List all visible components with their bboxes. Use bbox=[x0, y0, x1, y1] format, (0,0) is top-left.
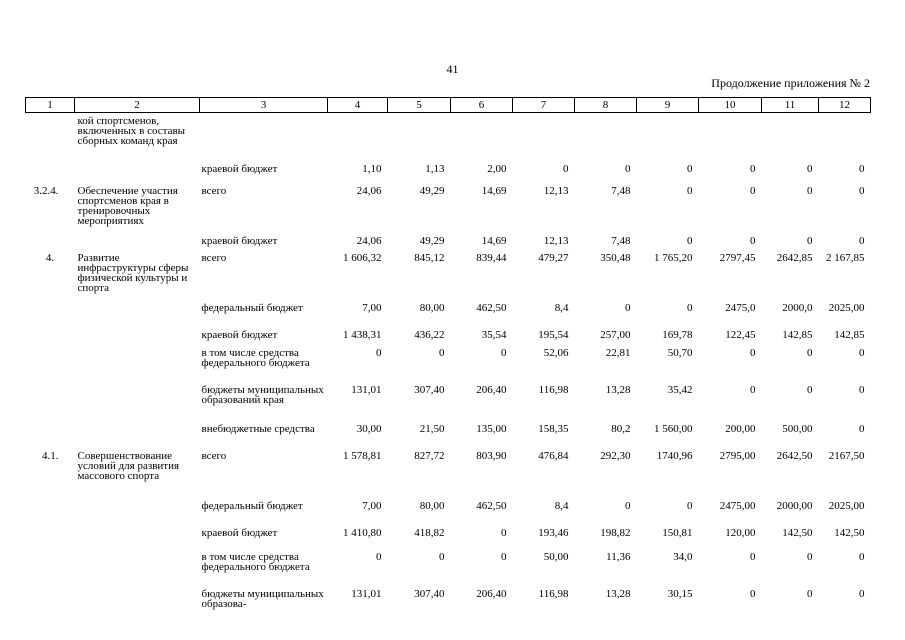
value-cell: 2025,00 bbox=[828, 499, 865, 512]
row-code bbox=[26, 382, 75, 421]
row-name bbox=[75, 161, 200, 183]
row-code bbox=[26, 525, 75, 549]
value-cell: 30,15 bbox=[667, 587, 693, 600]
value-cell: 2000,0 bbox=[782, 301, 813, 314]
table-body bbox=[26, 113, 871, 616]
value-cell: 462,50 bbox=[476, 301, 507, 314]
table-row bbox=[26, 498, 871, 525]
value-cell: 50,00 bbox=[543, 550, 569, 563]
value-cell bbox=[575, 113, 637, 161]
value-cell: 2167,50 bbox=[828, 449, 865, 462]
row-name bbox=[75, 525, 200, 549]
value-cell: 150,81 bbox=[662, 526, 693, 539]
table-row bbox=[26, 161, 871, 183]
value-cell: 135,00 bbox=[476, 422, 507, 435]
value-cell: 22,81 bbox=[605, 346, 631, 359]
value-cell: 49,29 bbox=[419, 184, 445, 197]
funding-source bbox=[200, 113, 328, 161]
row-name bbox=[75, 586, 200, 616]
row-code bbox=[26, 549, 75, 586]
value-cell: 80,2 bbox=[611, 422, 631, 435]
value-cell: 1 606,32 bbox=[343, 251, 382, 264]
value-cell: 13,28 bbox=[605, 587, 631, 600]
value-cell: 2797,45 bbox=[719, 251, 756, 264]
value-cell: 2,00 bbox=[487, 162, 507, 175]
col-header: 10 bbox=[699, 98, 762, 113]
budget-table bbox=[25, 97, 871, 616]
funding-source: краевой бюджет bbox=[201, 328, 278, 341]
col-header: 6 bbox=[451, 98, 513, 113]
funding-source: внебюджетные средства bbox=[201, 422, 315, 435]
value-cell: 827,72 bbox=[414, 449, 445, 462]
row-code bbox=[26, 113, 75, 161]
value-cell: 142,50 bbox=[834, 526, 865, 539]
funding-source: всего bbox=[201, 449, 227, 462]
col-header: 9 bbox=[637, 98, 699, 113]
value-cell: 0 bbox=[750, 346, 756, 359]
row-name bbox=[75, 382, 200, 421]
value-cell: 0 bbox=[750, 550, 756, 563]
value-cell: 0 bbox=[625, 162, 631, 175]
col-header: 4 bbox=[328, 98, 388, 113]
value-cell: 49,29 bbox=[419, 234, 445, 247]
value-cell: 2025,00 bbox=[828, 301, 865, 314]
value-cell: 0 bbox=[807, 234, 813, 247]
value-cell: 292,30 bbox=[600, 449, 631, 462]
value-cell: 257,00 bbox=[600, 328, 631, 341]
funding-source: краевой бюджет bbox=[201, 234, 278, 247]
funding-source: в том числе средства федерального бюджета bbox=[201, 550, 310, 573]
value-cell bbox=[513, 113, 575, 161]
value-cell: 0 bbox=[859, 184, 865, 197]
value-cell: 2642,85 bbox=[776, 251, 813, 264]
col-header: 11 bbox=[762, 98, 819, 113]
value-cell bbox=[637, 113, 699, 161]
table-row bbox=[26, 327, 871, 345]
value-cell: 0 bbox=[687, 499, 693, 512]
value-cell: 206,40 bbox=[476, 383, 507, 396]
row-name bbox=[75, 233, 200, 250]
row-code bbox=[26, 421, 75, 448]
value-cell: 14,69 bbox=[481, 234, 507, 247]
value-cell: 0 bbox=[687, 234, 693, 247]
value-cell: 169,78 bbox=[662, 328, 693, 341]
value-cell: 307,40 bbox=[414, 383, 445, 396]
value-cell: 8,4 bbox=[554, 301, 569, 314]
appendix-continuation: Продолжение приложения № 2 bbox=[711, 76, 870, 90]
value-cell: 0 bbox=[376, 346, 382, 359]
table-row bbox=[26, 382, 871, 421]
value-cell: 0 bbox=[501, 526, 507, 539]
row-name: Обеспечение участия спортсменов края в тренировочных мероприятиях bbox=[77, 184, 178, 227]
table-row bbox=[26, 421, 871, 448]
value-cell: 0 bbox=[807, 587, 813, 600]
value-cell bbox=[451, 113, 513, 161]
col-header: 7 bbox=[513, 98, 575, 113]
funding-source: всего bbox=[201, 251, 227, 264]
row-name bbox=[75, 327, 200, 345]
value-cell: 1,13 bbox=[425, 162, 445, 175]
value-cell: 0 bbox=[807, 162, 813, 175]
row-code bbox=[26, 161, 75, 183]
row-code: 3.2.4. bbox=[33, 184, 59, 197]
value-cell: 0 bbox=[625, 301, 631, 314]
value-cell: 1 765,20 bbox=[654, 251, 693, 264]
value-cell: 198,82 bbox=[600, 526, 631, 539]
col-header: 2 bbox=[75, 98, 200, 113]
row-name bbox=[75, 549, 200, 586]
funding-source: краевой бюджет bbox=[201, 162, 278, 175]
value-cell: 803,90 bbox=[476, 449, 507, 462]
value-cell: 14,69 bbox=[481, 184, 507, 197]
table-row bbox=[26, 448, 871, 498]
value-cell: 2642,50 bbox=[776, 449, 813, 462]
value-cell: 307,40 bbox=[414, 587, 445, 600]
value-cell: 34,0 bbox=[673, 550, 693, 563]
value-cell: 2 167,85 bbox=[826, 251, 865, 264]
value-cell: 195,54 bbox=[538, 328, 569, 341]
value-cell: 462,50 bbox=[476, 499, 507, 512]
value-cell: 24,06 bbox=[356, 184, 382, 197]
value-cell: 7,00 bbox=[362, 499, 382, 512]
row-name bbox=[75, 345, 200, 382]
table-row bbox=[26, 183, 871, 233]
value-cell: 1 438,31 bbox=[343, 328, 382, 341]
value-cell: 142,85 bbox=[834, 328, 865, 341]
value-cell: 142,85 bbox=[782, 328, 813, 341]
col-header: 1 bbox=[26, 98, 75, 113]
row-code bbox=[26, 498, 75, 525]
row-name bbox=[75, 498, 200, 525]
value-cell: 0 bbox=[376, 550, 382, 563]
value-cell bbox=[388, 113, 451, 161]
value-cell: 131,01 bbox=[351, 383, 382, 396]
value-cell: 7,00 bbox=[362, 301, 382, 314]
value-cell: 0 bbox=[807, 550, 813, 563]
value-cell: 0 bbox=[859, 587, 865, 600]
col-header: 3 bbox=[200, 98, 328, 113]
row-code: 4. bbox=[45, 251, 55, 264]
value-cell: 35,42 bbox=[667, 383, 693, 396]
value-cell: 2475,0 bbox=[725, 301, 756, 314]
value-cell bbox=[762, 113, 819, 161]
value-cell: 11,36 bbox=[606, 550, 631, 563]
value-cell: 0 bbox=[625, 499, 631, 512]
table-row bbox=[26, 233, 871, 250]
value-cell: 12,13 bbox=[543, 234, 569, 247]
funding-source: всего bbox=[201, 184, 227, 197]
value-cell: 116,98 bbox=[538, 587, 569, 600]
value-cell: 1 410,80 bbox=[343, 526, 382, 539]
table-row bbox=[26, 250, 871, 300]
value-cell: 116,98 bbox=[538, 383, 569, 396]
row-code: 4.1. bbox=[42, 449, 59, 462]
value-cell: 0 bbox=[750, 184, 756, 197]
value-cell: 0 bbox=[859, 346, 865, 359]
value-cell: 1,10 bbox=[362, 162, 382, 175]
value-cell: 0 bbox=[439, 550, 445, 563]
value-cell: 142,50 bbox=[782, 526, 813, 539]
page-number: 41 bbox=[446, 62, 459, 76]
value-cell: 7,48 bbox=[611, 234, 631, 247]
value-cell: 0 bbox=[750, 234, 756, 247]
table-row bbox=[26, 345, 871, 382]
value-cell: 158,35 bbox=[538, 422, 569, 435]
row-code bbox=[26, 327, 75, 345]
funding-source: бюджеты муниципальных образований края bbox=[201, 383, 324, 406]
value-cell: 476,84 bbox=[538, 449, 569, 462]
value-cell: 80,00 bbox=[419, 301, 445, 314]
value-cell: 479,27 bbox=[538, 251, 569, 264]
col-header: 12 bbox=[819, 98, 871, 113]
value-cell: 131,01 bbox=[351, 587, 382, 600]
value-cell: 52,06 bbox=[543, 346, 569, 359]
value-cell: 0 bbox=[563, 162, 569, 175]
value-cell bbox=[328, 113, 388, 161]
value-cell: 0 bbox=[807, 346, 813, 359]
value-cell: 12,13 bbox=[543, 184, 569, 197]
row-code bbox=[26, 345, 75, 382]
value-cell: 35,54 bbox=[481, 328, 507, 341]
row-name bbox=[75, 300, 200, 327]
value-cell: 0 bbox=[439, 346, 445, 359]
value-cell: 436,22 bbox=[414, 328, 445, 341]
row-name bbox=[75, 421, 200, 448]
value-cell: 2795,00 bbox=[719, 449, 756, 462]
value-cell: 193,46 bbox=[538, 526, 569, 539]
value-cell: 0 bbox=[750, 162, 756, 175]
value-cell: 13,28 bbox=[605, 383, 631, 396]
col-header: 8 bbox=[575, 98, 637, 113]
table-row bbox=[26, 549, 871, 586]
value-cell: 24,06 bbox=[356, 234, 382, 247]
table-row bbox=[26, 113, 871, 161]
value-cell: 0 bbox=[687, 184, 693, 197]
row-code bbox=[26, 233, 75, 250]
value-cell bbox=[819, 113, 871, 161]
funding-source: в том числе средства федерального бюджета bbox=[201, 346, 310, 369]
table-row bbox=[26, 586, 871, 616]
value-cell: 0 bbox=[687, 301, 693, 314]
value-cell: 845,12 bbox=[414, 251, 445, 264]
value-cell: 206,40 bbox=[476, 587, 507, 600]
value-cell: 839,44 bbox=[476, 251, 507, 264]
value-cell: 0 bbox=[750, 587, 756, 600]
value-cell: 500,00 bbox=[782, 422, 813, 435]
funding-source: федеральный бюджет bbox=[201, 301, 303, 314]
table-row bbox=[26, 300, 871, 327]
value-cell: 21,50 bbox=[419, 422, 445, 435]
value-cell: 0 bbox=[859, 422, 865, 435]
value-cell: 0 bbox=[807, 184, 813, 197]
value-cell: 2475,00 bbox=[719, 499, 756, 512]
value-cell: 418,82 bbox=[414, 526, 445, 539]
value-cell: 0 bbox=[859, 550, 865, 563]
value-cell: 7,48 bbox=[611, 184, 631, 197]
row-name: кой спортсменов, включенных в составы сборных команд края bbox=[77, 115, 186, 147]
column-number-row bbox=[26, 98, 871, 113]
col-header: 5 bbox=[388, 98, 451, 113]
value-cell: 0 bbox=[859, 234, 865, 247]
row-code bbox=[26, 300, 75, 327]
value-cell: 1 560,00 bbox=[654, 422, 693, 435]
value-cell: 8,4 bbox=[554, 499, 569, 512]
value-cell: 1740,96 bbox=[656, 449, 693, 462]
value-cell: 80,00 bbox=[419, 499, 445, 512]
value-cell: 0 bbox=[859, 162, 865, 175]
row-name: Совершенствование условий для развития массового спорта bbox=[77, 449, 180, 482]
value-cell: 0 bbox=[750, 383, 756, 396]
value-cell: 30,00 bbox=[356, 422, 382, 435]
row-code bbox=[26, 586, 75, 616]
funding-source: краевой бюджет bbox=[201, 526, 278, 539]
value-cell bbox=[699, 113, 762, 161]
value-cell: 0 bbox=[807, 383, 813, 396]
value-cell: 200,00 bbox=[725, 422, 756, 435]
value-cell: 350,48 bbox=[600, 251, 631, 264]
value-cell: 0 bbox=[501, 346, 507, 359]
value-cell: 0 bbox=[859, 383, 865, 396]
funding-source: федеральный бюджет bbox=[201, 499, 303, 512]
value-cell: 122,45 bbox=[725, 328, 756, 341]
value-cell: 1 578,81 bbox=[343, 449, 382, 462]
table-row bbox=[26, 525, 871, 549]
funding-source: бюджеты муниципальных образова- bbox=[201, 587, 324, 610]
value-cell: 0 bbox=[501, 550, 507, 563]
value-cell: 120,00 bbox=[725, 526, 756, 539]
value-cell: 50,70 bbox=[667, 346, 693, 359]
value-cell: 0 bbox=[687, 162, 693, 175]
row-name: Развитие инфраструктуры сферы физической культуры и спорта bbox=[77, 251, 189, 294]
value-cell: 2000,00 bbox=[776, 499, 813, 512]
